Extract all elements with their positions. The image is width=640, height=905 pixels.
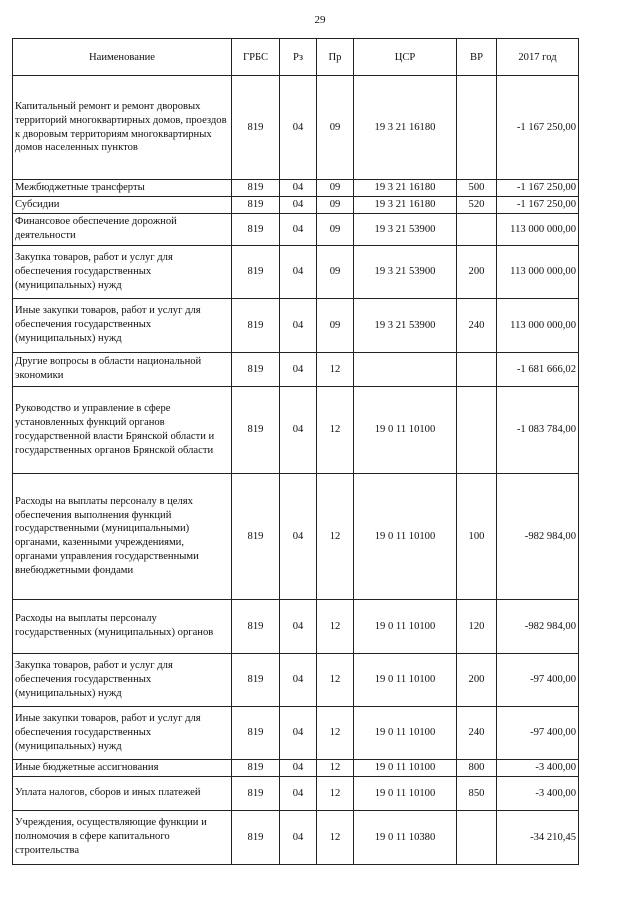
row-pr: 12 [317,759,354,776]
row-grbs: 819 [232,213,280,245]
row-csr: 19 0 11 10100 [354,706,457,759]
row-amount: 113 000 000,00 [497,245,579,298]
row-name: Иные закупки товаров, работ и услуг для обеспечения государственных (муниципальных) нужд [13,298,232,352]
row-grbs: 819 [232,352,280,386]
row-vr: 240 [457,298,497,352]
table-row [13,180,579,197]
row-csr: 19 3 21 53900 [354,298,457,352]
row-vr: 800 [457,759,497,776]
row-pr: 09 [317,298,354,352]
row-name: Расходы на выплаты персоналу государственных (муниципальных) органов [13,599,232,653]
row-grbs: 819 [232,599,280,653]
page-number: 29 [314,14,326,26]
row-rz: 04 [280,759,317,776]
header-pr: Пр [317,39,354,76]
row-amount: -982 984,00 [497,473,579,599]
table-row [13,352,579,386]
row-vr [457,213,497,245]
budget-table [12,38,579,865]
row-pr: 12 [317,810,354,864]
row-rz: 04 [280,196,317,213]
row-amount: -34 210,45 [497,810,579,864]
row-pr: 12 [317,776,354,810]
table-row [13,76,579,180]
row-grbs: 819 [232,776,280,810]
row-name: Капитальный ремонт и ремонт дворовых территорий многоквартирных домов, проездов к дворовым территориям многоквартирных домов населенных пунктов [13,76,232,180]
table-row [13,386,579,473]
row-rz: 04 [280,386,317,473]
row-pr: 12 [317,473,354,599]
row-name: Межбюджетные трансферты [13,180,232,197]
row-name: Закупка товаров, работ и услуг для обеспечения государственных (муниципальных) нужд [13,653,232,706]
table-row [13,298,579,352]
row-csr: 19 3 21 16180 [354,196,457,213]
row-name: Уплата налогов, сборов и иных платежей [13,776,232,810]
table-row [13,776,579,810]
header-grbs: ГРБС [232,39,280,76]
row-csr: 19 3 21 53900 [354,245,457,298]
row-rz: 04 [280,76,317,180]
row-amount: -1 083 784,00 [497,386,579,473]
row-grbs: 819 [232,196,280,213]
row-vr: 240 [457,706,497,759]
table-row [13,706,579,759]
table-row [13,810,579,864]
row-vr: 850 [457,776,497,810]
row-vr: 500 [457,180,497,197]
row-pr: 09 [317,76,354,180]
row-csr: 19 0 11 10380 [354,810,457,864]
row-pr: 12 [317,386,354,473]
table-row [13,213,579,245]
row-pr: 12 [317,352,354,386]
row-csr: 19 0 11 10100 [354,653,457,706]
row-name: Финансовое обеспечение дорожной деятельности [13,213,232,245]
row-pr: 09 [317,180,354,197]
row-name: Субсидии [13,196,232,213]
row-grbs: 819 [232,76,280,180]
row-vr: 120 [457,599,497,653]
row-csr: 19 0 11 10100 [354,776,457,810]
row-pr: 12 [317,706,354,759]
row-grbs: 819 [232,810,280,864]
row-rz: 04 [280,298,317,352]
row-rz: 04 [280,245,317,298]
row-grbs: 819 [232,473,280,599]
table-row [13,759,579,776]
row-csr: 19 0 11 10100 [354,759,457,776]
row-csr: 19 3 21 16180 [354,180,457,197]
table-row [13,196,579,213]
row-csr: 19 3 21 16180 [354,76,457,180]
row-grbs: 819 [232,298,280,352]
table-row [13,599,579,653]
row-vr [457,352,497,386]
row-name: Иные бюджетные ассигнования [13,759,232,776]
row-csr [354,352,457,386]
row-amount: 113 000 000,00 [497,213,579,245]
table-row [13,245,579,298]
row-vr [457,386,497,473]
row-vr: 100 [457,473,497,599]
row-pr: 09 [317,196,354,213]
row-grbs: 819 [232,180,280,197]
row-vr [457,810,497,864]
row-grbs: 819 [232,653,280,706]
row-grbs: 819 [232,759,280,776]
row-amount: -3 400,00 [497,759,579,776]
row-pr: 09 [317,245,354,298]
row-rz: 04 [280,776,317,810]
row-rz: 04 [280,810,317,864]
row-amount: -97 400,00 [497,653,579,706]
row-name: Другие вопросы в области национальной экономики [13,352,232,386]
row-vr: 520 [457,196,497,213]
row-rz: 04 [280,180,317,197]
row-name: Учреждения, осуществляющие функции и полномочия в сфере капитального строительства [13,810,232,864]
row-amount: -97 400,00 [497,706,579,759]
row-pr: 12 [317,653,354,706]
row-pr: 09 [317,213,354,245]
header-amount: 2017 год [497,39,579,76]
row-name: Руководство и управление в сфере установленных функций органов государственной власти Брянской области и государственных органов Брянской области [13,386,232,473]
table-row [13,473,579,599]
header-rz: Рз [280,39,317,76]
row-rz: 04 [280,213,317,245]
table-row [13,653,579,706]
row-amount: -982 984,00 [497,599,579,653]
row-pr: 12 [317,599,354,653]
row-csr: 19 0 11 10100 [354,599,457,653]
row-amount: -1 681 666,02 [497,352,579,386]
row-rz: 04 [280,599,317,653]
row-rz: 04 [280,653,317,706]
row-amount: -3 400,00 [497,776,579,810]
header-vr: ВР [457,39,497,76]
row-vr: 200 [457,245,497,298]
row-name: Закупка товаров, работ и услуг для обеспечения государственных (муниципальных) нужд [13,245,232,298]
row-amount: -1 167 250,00 [497,196,579,213]
row-rz: 04 [280,473,317,599]
row-csr: 19 0 11 10100 [354,386,457,473]
row-name: Расходы на выплаты персоналу в целях обеспечения выполнения функций государственными (муниципальными) органами, казенными учреждениями, органами управления государственными внебюджетными фондами [13,473,232,599]
row-rz: 04 [280,352,317,386]
row-grbs: 819 [232,245,280,298]
row-amount: -1 167 250,00 [497,180,579,197]
header-name: Наименование [13,39,232,76]
row-csr: 19 3 21 53900 [354,213,457,245]
row-rz: 04 [280,706,317,759]
row-amount: 113 000 000,00 [497,298,579,352]
row-vr: 200 [457,653,497,706]
row-name: Иные закупки товаров, работ и услуг для обеспечения государственных (муниципальных) нужд [13,706,232,759]
row-vr [457,76,497,180]
row-grbs: 819 [232,386,280,473]
header-csr: ЦСР [354,39,457,76]
row-grbs: 819 [232,706,280,759]
table-header-row [13,39,579,76]
row-amount: -1 167 250,00 [497,76,579,180]
row-csr: 19 0 11 10100 [354,473,457,599]
